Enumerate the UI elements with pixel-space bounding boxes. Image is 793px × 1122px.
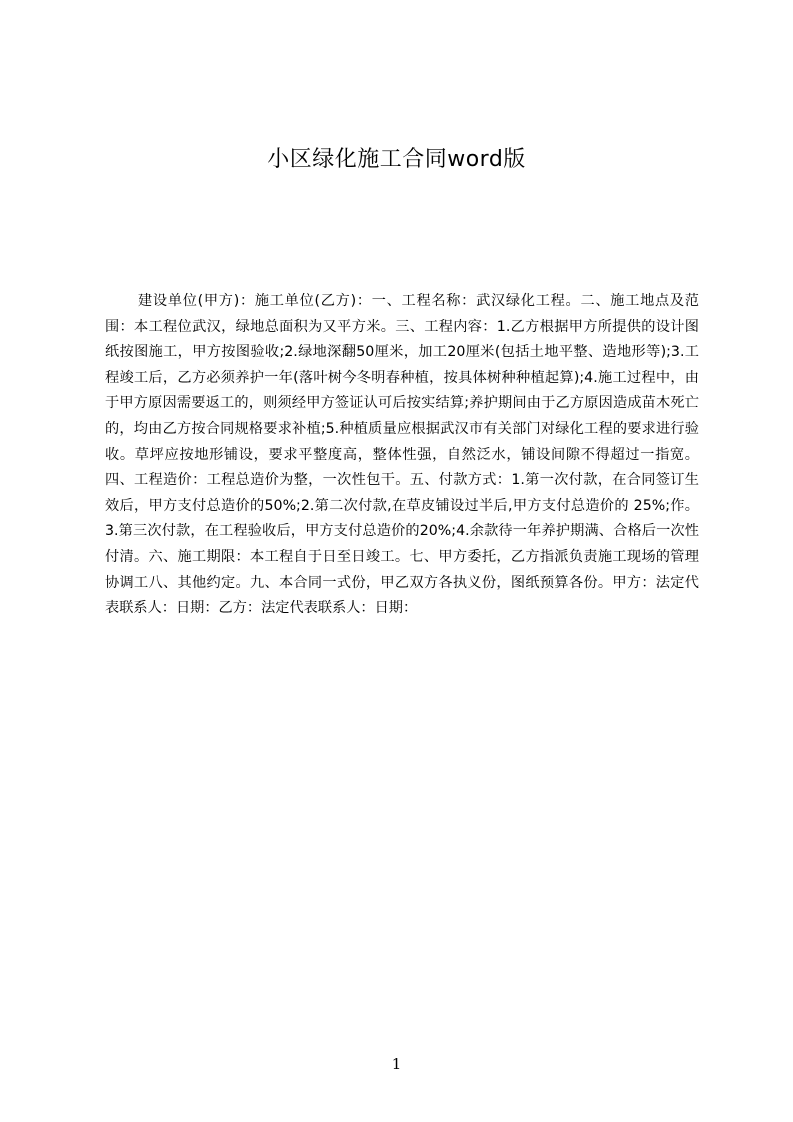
- contract-body-text: 建设单位(甲方)：施工单位(乙方)：一、工程名称：武汉绿化工程。二、施工地点及范围：本工程位武汉，绿地总面积为又平方米。三、工程内容：1.乙方根据甲方所提供的设计图纸按图施工，甲方按图验收;2.绿地深翻50厘米，加工20厘米(包括土地平整、造地形等);3.工程竣工后，乙方必须养护一年(落叶树今冬明春种植，按具体树种种植起算);4.施工过程中，由于甲方原因需要返工的，则须经甲方签证认可后按实结算;养护期间由于乙方原因造成苗木死亡的，均由乙方按合同规格要求补植;5.种植质量应根据武汉市有关部门对绿化工程的要求进行验收。草坪应按地形铺设，要求平整度高，整体性强，自然泛水，铺设间隙不得超过一指宽。四、工程造价：工程总造价为整，一次性包干。五、付款方式：1.第一次付款，在合同签订生效后，甲方支付总造价的50%;2.第二次付款,在草皮铺设过半后,甲方支付总造价的 25%;作。3.第三次付款，在工程验收后，甲方支付总造价的20%;4.余款待一年养护期满、合格后一次性付清。六、施工期限：本工程自于日至日竣工。七、甲方委托，乙方指派负责施工现场的管理协调工八、其他约定。九、本合同一式份，甲乙双方各执义份，图纸预算各份。甲方：法定代表联系人：日期：乙方：法定代表联系人：日期：: [105, 293, 699, 617]
- page-number: 1: [391, 1055, 402, 1073]
- document-title: 小区绿化施工合同word版: [267, 147, 526, 172]
